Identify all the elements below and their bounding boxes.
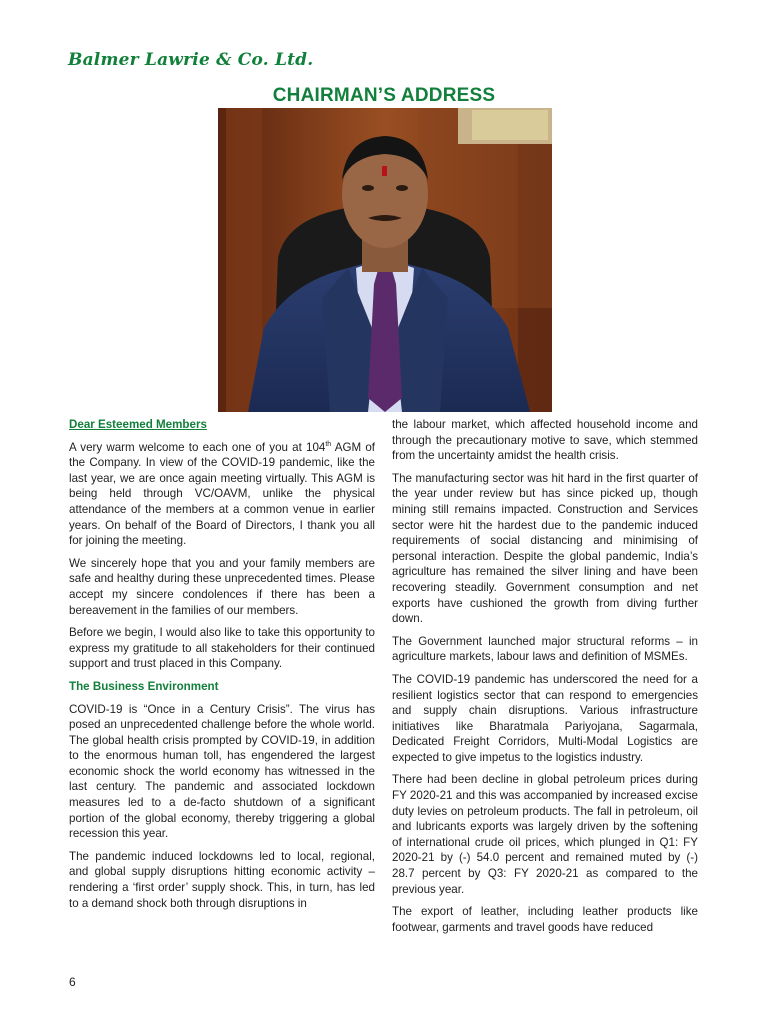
greeting-heading: Dear Esteemed Members [69, 418, 207, 431]
paragraph: There had been decline in global petroleum prices during FY 2020-21 and this was accompanied by increased excise duty levies on petroleum products. The fall in petroleum, oil and lubricants exports was largely driven by the softening of international crude oil prices, which plunged in Q1: FY 2020-21 by (-) 54.0 percent and remained muted by (-) 28.7 percent by Q3: FY 2020-21 as compared to the previous year. [392, 773, 698, 896]
left-column [69, 417, 375, 918]
paragraph: The export of leather, including leather products like footwear, garments and travel goods have reduced [392, 905, 698, 934]
paragraph: The Government launched major structural reforms – in agriculture markets, labour laws and definition of MSMEs. [392, 634, 698, 664]
paragraph: The manufacturing sector was hit hard in the first quarter of the year under review but has since picked up, though mining still remains impacted. Construction and Services sector were hit the hardest due to the pandemic induced requirements of social distancing and minimising of personal interaction. Despite the global pandemic, India’s agriculture has remained the silver lining and have been recovering steadily. Government consumption and net exports have cushioned the growth from diving further down. [392, 471, 698, 626]
section-heading: The Business Environment [69, 679, 219, 693]
paragraph: We sincerely hope that you and your family members are safe and healthy during these unprecedented times. Please accept my sincere condolences if there has been a bereavement in the families of our members. [69, 556, 375, 617]
paragraph: The pandemic induced lockdowns led to local, regional, and global supply disruptions hitting economic activity – rendering a ‘first order’ supply shock. This, in turn, has led to a demand shock both through disruptions in [69, 849, 375, 910]
page-title: CHAIRMAN’S ADDRESS [272, 85, 496, 106]
paragraph: COVID-19 is “Once in a Century Crisis”. The virus has posed an unprecedented challenge before the whole world. The global health crisis prompted by COVID-19, in addition to the enormous human toll, has engendered the largest economic shock the world economy has witnessed in the last century. The pandemic and associated lockdown measures led to a de-facto shutdown of a significant portion of the global economy, thereby triggering a global recession this year. [69, 702, 375, 841]
page-number: 6 [69, 975, 76, 989]
company-logo: Balmer Lawrie & Co. Ltd. [68, 50, 314, 70]
chairman-portrait-icon [218, 108, 552, 412]
paragraph: The COVID-19 pandemic has underscored the need for a resilient logistics sector that can respond to emergencies and supply chain disruptions. Various infrastructure initiatives like Bharatmala Pariyojana, Sagarmala, Dedicated Freight Corridors, Multi-Modal Logistics are expected to give impetus to the logistics industry. [392, 672, 698, 764]
paragraph: the labour market, which affected household income and through the precautionary motive to save, which stemmed from the uncertainty amidst the health crisis. [392, 418, 698, 463]
paragraph: A very warm welcome to each one of you at 104th AGM of the Company. In view of the COVID-19 pandemic, like the last year, we are once again meeting virtually. This AGM is being held through VC/OAVM, unlike the physical attendance of the members at a common venue in earlier years. On behalf of the Board of Directors, I thank you all for joining the meeting. [69, 440, 375, 548]
paragraph: Before we begin, I would also like to take this opportunity to express my gratitude to all stakeholders for their continued support and trust placed in this Company. [69, 626, 375, 671]
chairman-photo [218, 108, 552, 412]
right-column [392, 417, 698, 942]
